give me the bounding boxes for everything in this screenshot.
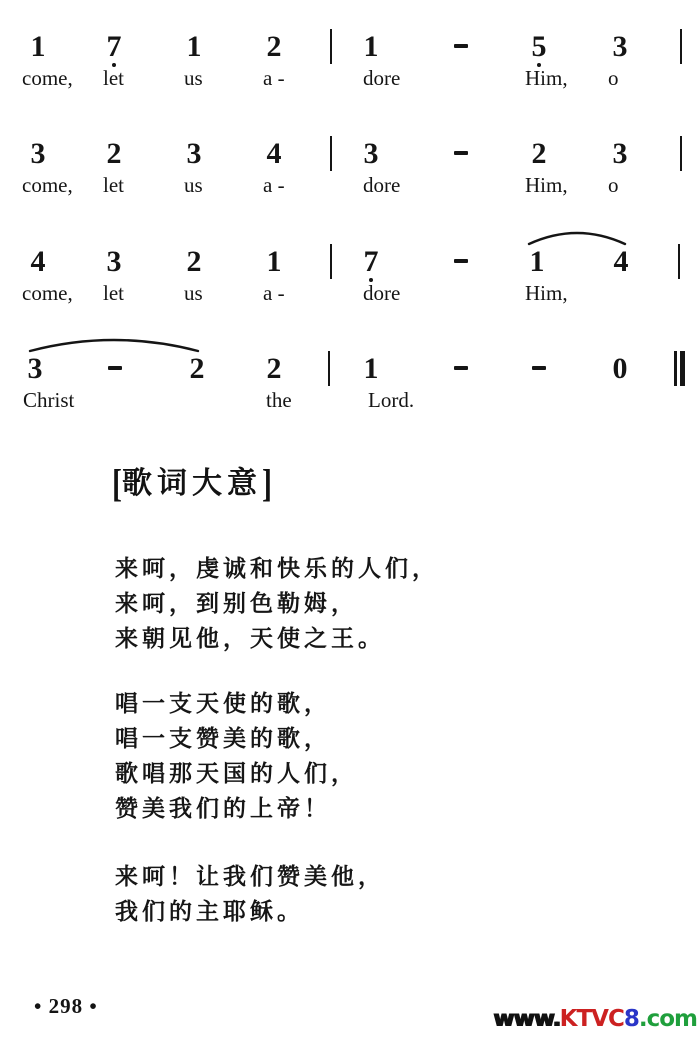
lyric-syllable: a -	[263, 66, 285, 90]
lyric-line: 唱一支赞美的歌，	[115, 726, 331, 751]
note: 4	[30, 245, 46, 278]
lyric-syllable: Him,	[525, 173, 568, 197]
note: 1	[529, 245, 545, 278]
stanza-3	[115, 859, 385, 929]
barline	[328, 351, 330, 386]
note: 3	[363, 137, 379, 170]
slur-arc	[527, 227, 627, 247]
watermark-site-name: KTVC	[559, 1006, 624, 1032]
bracket-close: ]	[262, 461, 272, 506]
note: 3	[27, 352, 43, 385]
note: 2	[106, 137, 122, 170]
score-line-1	[0, 30, 700, 105]
lyric-syllable: a -	[263, 281, 285, 305]
lyric-syllable: let	[103, 281, 124, 305]
note: 2	[531, 137, 547, 170]
note: 1	[266, 245, 282, 278]
score-line-4	[0, 352, 700, 427]
note: 3	[30, 137, 46, 170]
note: 3	[186, 137, 202, 170]
lyric-syllable: let	[103, 173, 124, 197]
note: 2	[186, 245, 202, 278]
lyric-line: 来朝见他，天使之王。	[115, 626, 385, 651]
note: 1	[30, 30, 46, 63]
note: 3	[612, 30, 628, 63]
lyric-syllable: Lord.	[368, 388, 415, 412]
note: 1	[363, 352, 379, 385]
score-line-2	[0, 137, 700, 212]
lyric-syllable: dore	[363, 66, 401, 90]
lyric-line: 来呵，到别色勒姆，	[115, 591, 358, 616]
note: 3	[106, 245, 122, 278]
note: 2	[266, 352, 282, 385]
lyric-line: 我们的主耶稣。	[115, 899, 304, 924]
heading-text: 歌词大意	[122, 467, 262, 500]
barline	[680, 29, 682, 64]
lyric-syllable: Him,	[525, 281, 568, 305]
lyric-syllable: let	[103, 66, 124, 90]
note: 7	[363, 245, 379, 278]
lyric-syllable: come,	[22, 281, 73, 305]
lyric-syllable: o	[608, 173, 619, 197]
note: 1	[186, 30, 202, 63]
lyric-syllable: us	[184, 173, 203, 197]
lyric-syllable: Him,	[525, 66, 568, 90]
final-barline-thin	[674, 351, 677, 386]
lyric-syllable: the	[266, 388, 292, 412]
slur-arc	[28, 334, 200, 354]
final-barline	[674, 351, 684, 386]
duration-dash	[454, 44, 468, 48]
lyric-syllable: us	[184, 281, 203, 305]
watermark	[493, 1006, 697, 1032]
lyric-line: 来呵！让我们赞美他，	[115, 864, 385, 889]
lyric-syllable: come,	[22, 173, 73, 197]
final-barline-thick	[680, 351, 685, 386]
duration-dash	[454, 259, 468, 263]
watermark-www: www.	[492, 1006, 560, 1032]
lyric-syllable: come,	[22, 66, 73, 90]
note: 0	[612, 352, 628, 385]
section-heading	[112, 458, 272, 506]
lyric-line: 歌唱那天国的人们，	[115, 761, 358, 786]
duration-dash	[454, 366, 468, 370]
lyric-syllable: dore	[363, 173, 401, 197]
barline	[680, 136, 682, 171]
watermark-digit: 8	[623, 1006, 639, 1032]
barline	[330, 136, 332, 171]
duration-dash	[108, 366, 122, 370]
barline	[678, 244, 680, 279]
barline	[330, 29, 332, 64]
note: 2	[189, 352, 205, 385]
lyric-syllable: o	[608, 66, 619, 90]
lyric-line: 来呵，虔诚和快乐的人们，	[115, 556, 439, 581]
note: 3	[612, 137, 628, 170]
barline	[330, 244, 332, 279]
lyric-syllable: a -	[263, 173, 285, 197]
duration-dash	[454, 151, 468, 155]
stanza-1	[115, 551, 439, 656]
lyric-line: 赞美我们的上帝！	[115, 796, 331, 821]
note: 5	[531, 30, 547, 63]
note: 4	[613, 245, 629, 278]
lyric-syllable: dore	[363, 281, 401, 305]
score-line-3	[0, 245, 700, 320]
note: 2	[266, 30, 282, 63]
watermark-tld: .com	[638, 1006, 697, 1032]
page-number: • 298 •	[34, 994, 98, 1018]
lyric-syllable: Christ	[23, 388, 75, 412]
lyric-syllable: us	[184, 66, 203, 90]
note: 1	[363, 30, 379, 63]
note: 4	[266, 137, 282, 170]
bracket-open: [	[112, 461, 122, 506]
note: 7	[106, 30, 122, 63]
lyric-line: 唱一支天使的歌，	[115, 691, 331, 716]
stanza-2	[115, 686, 358, 826]
duration-dash	[532, 366, 546, 370]
